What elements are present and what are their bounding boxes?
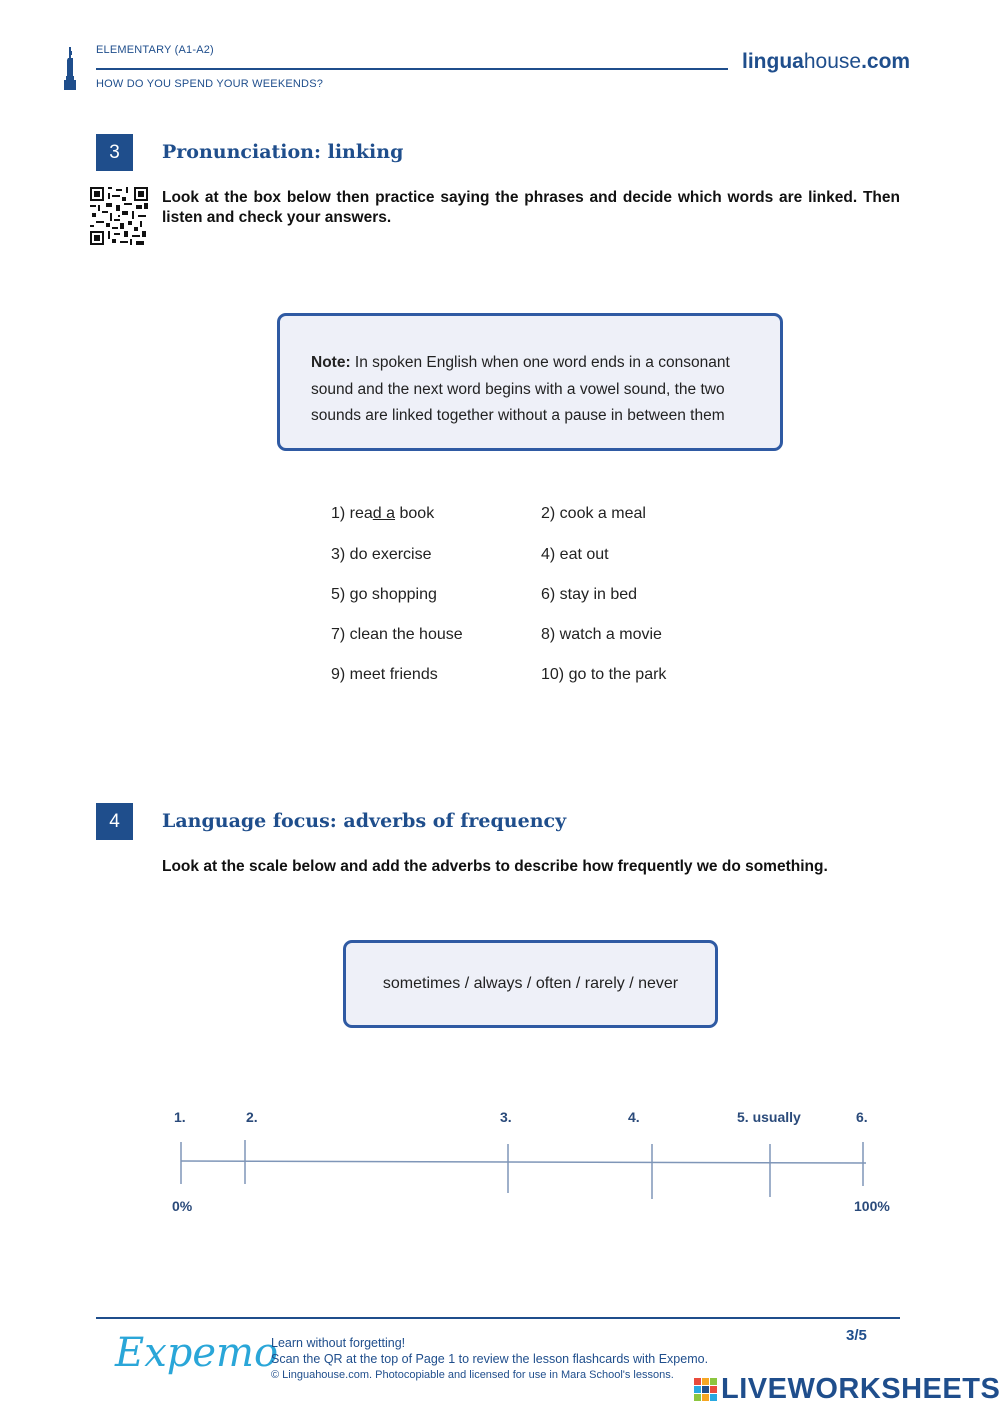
scale-label-3: 3. (500, 1109, 512, 1125)
footer-text (271, 1335, 708, 1383)
brand-end: .com (861, 50, 911, 73)
section-number-3: 3 (96, 134, 133, 171)
scale-label-5: 5. usually (737, 1109, 801, 1125)
qr-code-icon[interactable] (90, 187, 148, 245)
footer-line-1: Learn without forgetting! (271, 1336, 406, 1350)
section3-instruction: Look at the box below then practice saying the phrases and decide which words are linked. Then listen and check your answers. (162, 189, 900, 226)
brand-logo[interactable] (742, 50, 910, 74)
scale-end-label: 100% (854, 1198, 890, 1214)
phrase-item: 8) watch a movie (541, 626, 662, 643)
adverb-list: sometimes / always / often / rarely / never (382, 975, 679, 992)
liveworksheets-watermark (694, 1373, 1000, 1406)
phrase-item: 10) go to the park (541, 666, 667, 683)
footer-line-2: Scan the QR at the top of Page 1 to review the lesson flashcards with Expemo. (271, 1352, 709, 1366)
phrase-item: 5) go shopping (331, 586, 437, 603)
note-box (277, 313, 783, 451)
scale-start-label: 0% (172, 1198, 193, 1214)
scale-label-6: 6. (856, 1109, 868, 1125)
phrase-item: 6) stay in bed (541, 586, 638, 603)
brand-light: house (803, 50, 862, 73)
header-divider (96, 68, 728, 70)
brand-bold: lingua (742, 50, 804, 73)
scale-label-4: 4. (628, 1109, 640, 1125)
statue-of-liberty-icon (62, 46, 78, 90)
section-title-adverbs: Language focus: adverbs of frequency (162, 810, 567, 832)
page-number: 3/5 (846, 1327, 867, 1344)
phrase-item: 4) eat out (541, 546, 609, 563)
phrase-item: 1) read a book (331, 505, 435, 522)
scale-axis (181, 1161, 866, 1163)
liveworksheets-logo-icon (694, 1378, 717, 1401)
frequency-scale (160, 1100, 910, 1230)
section4-instruction: Look at the scale below and add the adverbs to describe how frequently we do something. (162, 858, 828, 875)
section-title-pronunciation: Pronunciation: linking (162, 141, 404, 163)
level-label: ELEMENTARY (A1-A2) (96, 44, 214, 56)
lesson-topic: HOW DO YOU SPEND YOUR WEEKENDS? (96, 78, 324, 90)
phrase-item: 2) cook a meal (541, 505, 646, 522)
footer-divider (96, 1317, 900, 1319)
phrase-item: 7) clean the house (331, 626, 463, 643)
expemo-logo[interactable]: Expemo (115, 1330, 279, 1376)
phrase-item: 3) do exercise (331, 546, 432, 563)
note-label: Note: (311, 354, 351, 371)
scale-label-2: 2. (246, 1109, 258, 1125)
note-text: In spoken English when one word ends in a consonant sound and the next word begins with a vowel sound, the two sounds are linked together without a pause in between them (311, 354, 730, 424)
linked-sound: d a (372, 505, 396, 522)
footer-copyright: © Linguahouse.com. Photocopiable and licensed for use in Mara School's lessons. (271, 1369, 674, 1381)
adverb-word-box (343, 940, 718, 1028)
section-number-4: 4 (96, 803, 133, 840)
phrase-item: 9) meet friends (331, 666, 438, 683)
scale-label-1: 1. (174, 1109, 186, 1125)
liveworksheets-text: LIVEWORKSHEETS (721, 1373, 1000, 1405)
